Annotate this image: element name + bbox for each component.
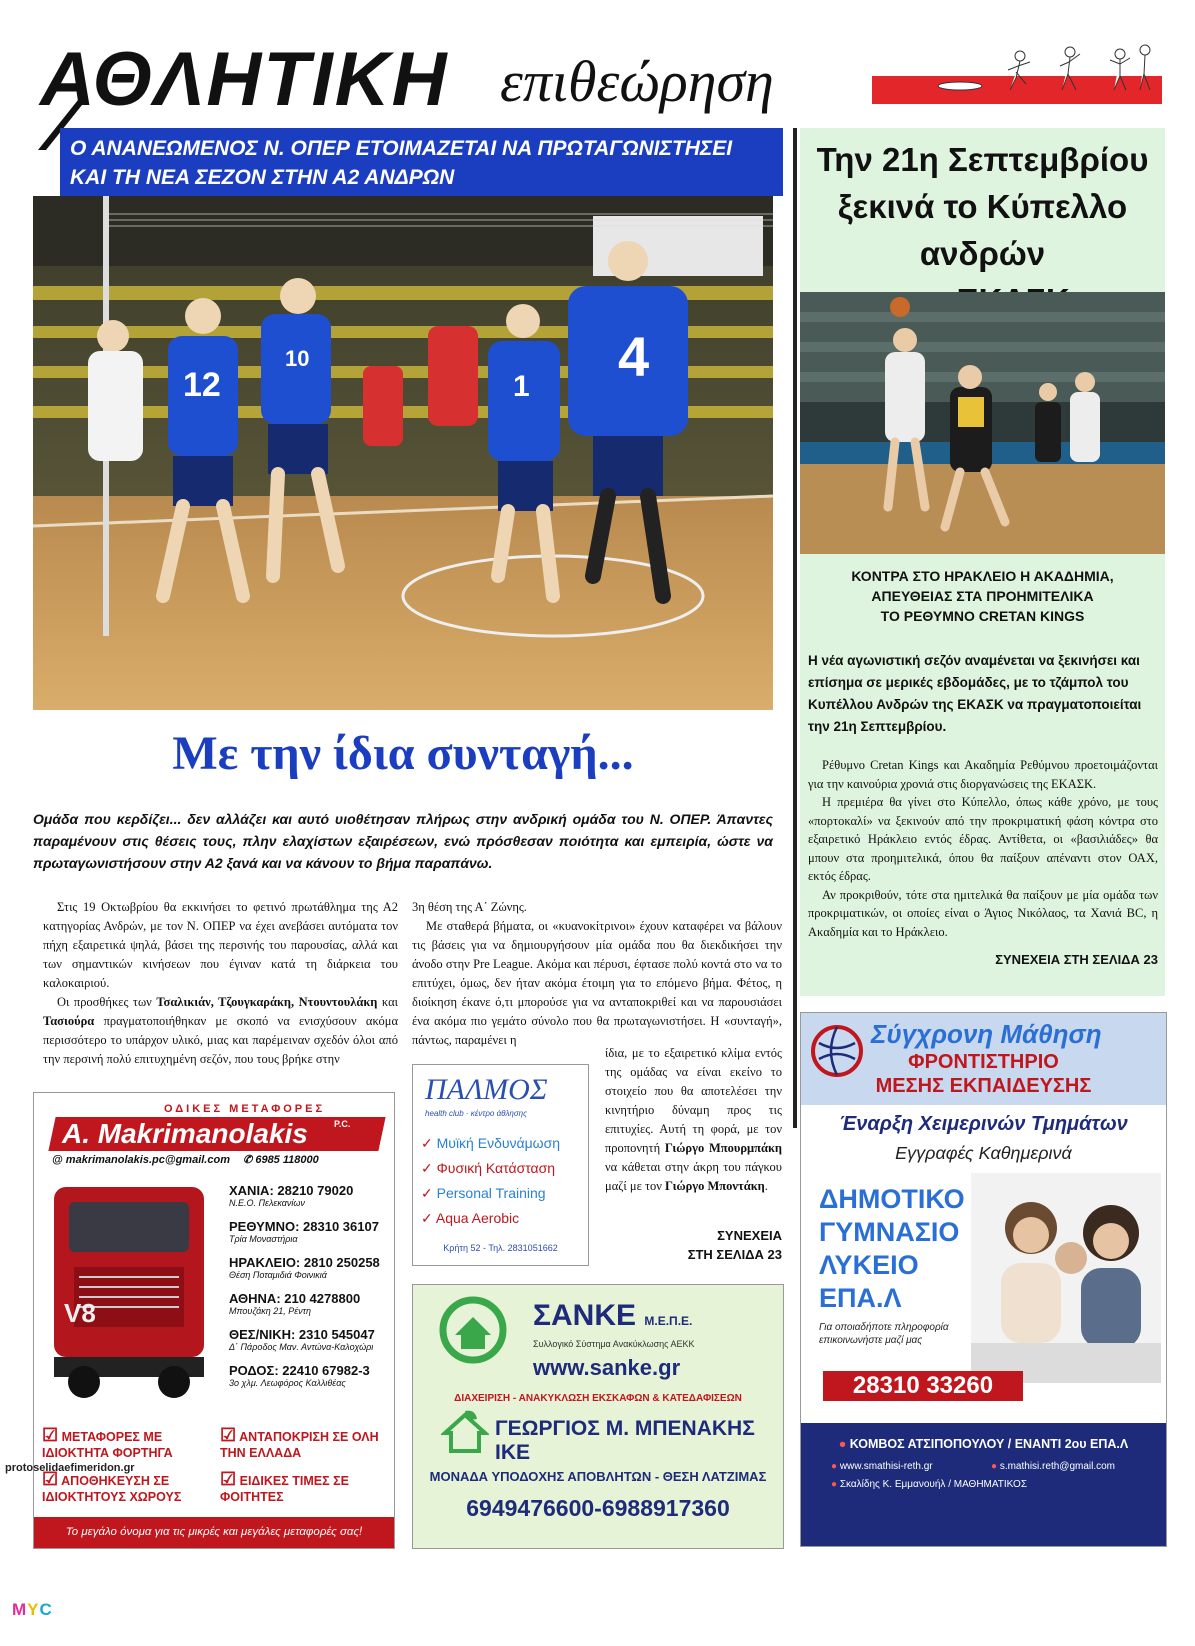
company-name: ΓΕΩΡΓΙΟΣ Μ. ΜΠΕΝΑΚΗΣ ΙΚΕ <box>495 1417 755 1464</box>
site-watermark: protoselidaefimeridon.gr <box>5 1462 135 1474</box>
headline-banner <box>60 128 783 196</box>
masthead-subtitle: επιθεώρηση <box>500 49 774 114</box>
sanke-brand: ΣΑΝΚΕ Μ.Ε.Π.Ε. <box>533 1299 693 1332</box>
jersey-number-12: 12 <box>183 366 221 404</box>
article-title: Με την ίδια συνταγή... <box>172 727 634 780</box>
students-photo <box>971 1173 1161 1383</box>
school-levels: ΔΗΜΟΤΙΚΟ ΓΥΜΝΑΣΙΟ ΛΥΚΕΙΟ ΕΠΑ.Λ <box>819 1184 965 1313</box>
truck-badge: V8 <box>64 1298 96 1328</box>
print-color-marks: MYC <box>12 1600 53 1619</box>
mathisi-phone: 28310 33260 <box>823 1371 1023 1401</box>
check-icon: ✓ <box>421 1135 433 1151</box>
sanke-phones: 6949476600-6988917360 <box>466 1495 730 1521</box>
leaf-house-icon <box>441 1409 489 1455</box>
check-icon: ✓ <box>421 1160 433 1176</box>
office-list: ΧΑΝΙΑ: 28210 79020 Ν.Ε.Ο. Πελεκανίων ΡΕΘΥΜΝΟ: 28310 36107 Τρία Μοναστήρια ΗΡΑΚΛΕΙΟ: 2810 250258 Θέση Ποταμιδιά Φοινικιά ΑΘΗΝΑ: 210 4278800 Μπουζάκη 21, Ρέντη ΘΕΣ/ΝΙΚΗ: 2310 545047 Δ΄ Πάροδος Μαν. Αντώνα-Καλοχώρι ΡΟΔΟΣ: 22410 67982-3 3ο χλμ. Λεωφόρος Καλλιθέας <box>229 1183 380 1388</box>
cup-continued-link[interactable]: ΣΥΝΕΧΕΙΑ ΣΤΗ ΣΕΛΙΔΑ 23 <box>995 952 1158 967</box>
headline-line-1: Ο ΑΝΑΝΕΩΜΕΝΟΣ Ν. ΟΠΕΡ ΕΤΟΙΜΑΖΕΤΑΙ ΝΑ ΠΡΩΤΑΓΩΝΙΣΤΗΣΕΙ <box>70 137 733 160</box>
jersey-number-10: 10 <box>285 346 310 371</box>
player-name: Τασιούρα <box>43 1014 95 1028</box>
mathisi-brand: Σύγχρονη Μάθηση <box>871 1019 1102 1049</box>
web-icon: ● <box>831 1461 840 1472</box>
player-names: Τσαλικιάν, Τζουγκαράκη, Ντουντουλάκη <box>156 995 378 1009</box>
sanke-url[interactable]: www.sanke.gr <box>533 1355 681 1380</box>
jersey-number-4: 4 <box>618 325 650 388</box>
coach-name-2: Γιώργο Μποντάκη <box>665 1179 765 1193</box>
truck-illustration <box>34 1177 224 1407</box>
jersey-number-1: 1 <box>513 370 530 403</box>
article-column-2: 3η θέση της Α΄ Ζώνης. Με σταθερά βήματα, οι «κυανοκίτρινοι» έχουν καταφέρει να βάλουν τις βάσεις για να δημιουργήσουν μία ομάδα που θα διεκδικήσει την άνοδο στην Pre League. Ακόμα και πέρυσι, έφτασε πολύ κοντά στο να το επιτύχει, όμως, δεν ήταν ακόμα έτοιμη για το επόμενο βήμα. Φέτος, η διοίκηση έκανε ό,τι μπορούσε για να ανταποκριθεί και να παρουσιάσει ένα ακόμα πιο γεμάτο σύνολο που θα πρωταγωνιστήσει. Η «συνταγή», πάντως, παραμένει η <box>412 900 782 1047</box>
cup-body: Ρέθυμνο Cretan Kings και Ακαδημία Ρεθύμνου προετοιμάζονται για την καινούρια χρονιά στις διοργανώσεις της ΕΚΑΣΚ. Η πρεμιέρα θα γίνει στο Κύπελλο, όπως κάθε χρόνο, με τους «πορτοκαλί» να ξεκινούν από την προκριματική φάση κόντρα στο εξαιρετικό Ηράκλειο εντός έδρας. Αντίθετα, οι «βασιλιάδες» θα μπουν στα προημιτελικά, όπου θα παίξουν απέναντι στον ΟΑΧ, εκτός έδρας. Αν προκριθούν, τότε στα ημιτελικά θα παίξουν με μία ομάδα των προκριματικών, οι οποίες είναι ο Άγιος Νικόλαος, τα Χανιά BC, η Ακαδημία και το Ηράκλειο. <box>808 758 1158 939</box>
check-icon: ✓ <box>421 1210 433 1226</box>
slogan-bar: Το μεγάλο όνομα για τις μικρές και μεγάλες μεταφορές σας! <box>34 1517 394 1548</box>
email-icon: ● <box>991 1461 1000 1472</box>
article-continued-link[interactable]: ΣΥΝΕΧΕΙΑ ΣΤΗ ΣΕΛΙΔΑ 23 <box>687 1228 782 1262</box>
cup-subheadline: ΚΟΝΤΡΑ ΣΤΟ ΗΡΑΚΛΕΙΟ Η ΑΚΑΔΗΜΙΑ, ΑΠΕΥΘΕΙΑΣ ΣΤΑ ΠΡΟΗΜΙΤΕΛΙΚΑ ΤΟ ΡΕΘΥΜΝΟ CRETAN KINGS <box>851 568 1114 624</box>
check-icon: ☑ <box>42 1425 59 1445</box>
person-icon: ● <box>831 1479 840 1490</box>
phone-icon: ✆ <box>243 1154 256 1166</box>
ad-sanke[interactable]: ΣΑΝΚΕ Μ.Ε.Π.Ε. Συλλογικό Σύστημα Ανακύκλωσης ΑΕΚΚ www.sanke.gr ΔΙΑΧΕΙΡΙΣΗ - ΑΝΑΚΥΚΛΩΣΗ ΕΚΣΚΑΦΩΝ & ΚΑΤΕΔΑΦΙΣΕΩΝ ΓΕΩΡΓΙΟΣ Μ. ΜΠΕΝΑΚΗΣ ΙΚΕ ΜΟΝΑΔΑ ΥΠΟΔΟΧΗΣ ΑΠΟΒΛΗΤΩΝ - ΘΕΣΗ ΛΑΤΖΙΜΑΣ 6949476600-6988917360 <box>412 1284 784 1549</box>
basketball-photo <box>800 292 1165 554</box>
volleyball-team-photo <box>33 196 773 710</box>
check-icon: ☑ <box>220 1425 237 1445</box>
recycle-house-icon <box>433 1295 513 1365</box>
palmos-brand: ΠΑΛΜΟΣ <box>425 1073 548 1106</box>
athletes-silhouette-icon <box>930 44 1160 94</box>
check-icon: ✓ <box>421 1185 433 1201</box>
article-lead: Ομάδα που κερδίζει... δεν αλλάζει και αυτό υιοθέτησαν πλήρως στην ανδρική ομάδα του Ν. ΟΠΕΡ. Άπαντες παραμένουν στις θέσεις τους, πλην ελαχίστων εξαιρέσεων, ενώ πρόσθεσαν ποιότητα και εμπειρία, ώστε να πρωταγωνιστήσουν στην Α2 ξανά και να κάνουν το βήμα παραπάνω. <box>33 811 773 871</box>
mathisi-address: ● ΚΟΜΒΟΣ ΑΤΣΙΠΟΠΟΥΛΟΥ / ΕΝΑΝΤΙ 2ου ΕΠΑ.Λ <box>838 1437 1129 1451</box>
article-column-1: Στις 19 Οκτωβρίου θα εκκινήσει το φετινό πρωτάθλημα της Α2 κατηγορίας Ανδρών, με τον Ν. ΟΠΕΡ να έχει ανεβάσει αυτόματα τον πήχη εξαιρετικά ψηλά, βάσει της περσινής του παρουσίας, αλλά και των σημαντικών κινήσεων που έγιναν κατά τη διάρκεια του καλοκαιριού. Οι προσθήκες των Τσαλικιάν, Τζουγκαράκη, Ντουντουλάκη και Τασιούρα πραγματοποιήθηκαν με σκοπό να ενισχύσουν ακόμα περισσότερο το υπάρχον υλικό, μιας και παρέμειναν σχεδόν όλοι από την περσινή πολύ επιτυχημένη σεζόν, που τους βρήκε στην <box>43 900 398 1066</box>
location-icon: ● <box>838 1437 850 1451</box>
ad-mathisi[interactable]: Σύγχρονη Μάθηση ΦΡΟΝΤΙΣΤΗΡΙΟ ΜΕΣΗΣ ΕΚΠΑΙΔΕΥΣΗΣ Έναρξη Χειμερινών Τμημάτων Εγγραφές Καθημερινά ΔΗΜΟΤΙΚΟ ΓΥΜΝΑΣΙΟ ΛΥΚΕΙΟ ΕΠΑ.Λ Για οποιαδήποτε πληροφορία επικοινωνήστε μαζί μας 28310 33260 ● ΚΟΜΒΟΣ ΑΤΣΙΠΟΠΟΥΛΟΥ / ΕΝΑΝΤΙ 2ου ΕΠΑ.Λ ● www.smathisi-reth.gr ● s.mathisi.reth@gmail.com ● Σκαλίδης Κ. Εμμανουήλ / ΜΑΘΗΜΑΤΙΚΟΣ <box>800 1012 1167 1547</box>
headline-line-2: ΚΑΙ ΤΗ ΝΕΑ ΣΕΖΟΝ ΣΤΗΝ Α2 ΑΝΔΡΩΝ <box>70 166 455 189</box>
brand-name: A. Makrimanolakis <box>62 1118 308 1149</box>
ad-palmos[interactable]: ΠΑΛΜΟΣ health club · κέντρο άθλησης ✓ Μυϊκή Ενδυνάμωση ✓ Φυσική Κατάσταση ✓ Personal Training ✓ Aqua Aerobic Κρήτη 52 - Τηλ. 2831051662 <box>412 1064 589 1266</box>
check-icon: ☑ <box>220 1469 237 1489</box>
masthead-title: ΑΘΛΗΤΙΚΗ <box>40 37 449 122</box>
ad-makrimanolakis[interactable]: ΟΔΙΚΕΣ ΜΕΤΑΦΟΡΕΣ A. Makrimanolakis P.C. @ makrimanolakis.pc@gmail.com ✆ 6985 118000 V8 ΧΑΝΙΑ: 28210 79020 Ν.Ε.Ο. Πελεκανίων ΡΕΘΥΜΝΟ: 28310 36107 Τρία Μοναστήρια ΗΡΑΚΛΕΙΟ: 2810 250258 Θέση Ποταμιδιά Φοινικιά ΑΘΗΝΑ: 210 4278800 Μπουζάκη 21, Ρέντη ΘΕΣ/ΝΙΚΗ: 2310 545047 Δ΄ Πάροδος Μαν. Αντώνα-Καλοχώρι ΡΟΔΟΣ: 22410 67982-3 3ο χλμ. Λεωφόρος Καλλιθέας ☑ ΜΕΤΑΦΟΡΕΣ ΜΕ ΙΔΙΟΚΤΗΤΑ ΦΟΡΤΗΓΑ ☑ ΑΝΤΑΠΟΚΡΙΣΗ ΣΕ ΟΛΗ ΤΗΝ ΕΛΛΑΔΑ ☑ ΑΠΟΘΗΚΕΥΣΗ ΣΕ ΙΔΙΟΚΤΗΤΟΥΣ ΧΩΡΟΥΣ ☑ ΕΙΔΙΚΕΣ ΤΙΜΕΣ ΣΕ ΦΟΙΤΗΤΕΣ Το μεγάλο όνομα για τις μικρές και μεγάλες μεταφορές σας! <box>33 1092 395 1549</box>
column-divider <box>793 128 797 1128</box>
coach-name: Γιώργο Μπουρμπάκη <box>664 1141 782 1155</box>
check-icon: ☑ <box>42 1469 59 1489</box>
article-column-2-continued: ίδια, με το εξαιρετικό κλίμα εντός της ομάδας να είναι εκείνο το στοιχείο που θα αποτελέσει την κινητήριο δύναμη προς τις επιτυχίες. Αυτή τη φορά, με τον προπονητή Γιώργο Μπουρμπάκη να κάθεται στην άκρη του πάγκου μαζί με τον Γιώργο Μποντάκη. <box>605 1046 782 1193</box>
cup-title: Την 21η Σεπτεμβρίου ξεκινά το Κύπελλο ανδρών <box>816 141 1149 272</box>
cup-lead: Η νέα αγωνιστική σεζόν αναμένεται να ξεκινήσει και επίσημα σε μερικές εβδομάδες, με το τζάμπολ του Κυπέλλου Ανδρών της ΕΚΑΣΚ να πραγματοποιείται την 21η Σεπτεμβρίου. <box>808 653 1142 734</box>
email-icon: @ <box>52 1154 66 1166</box>
